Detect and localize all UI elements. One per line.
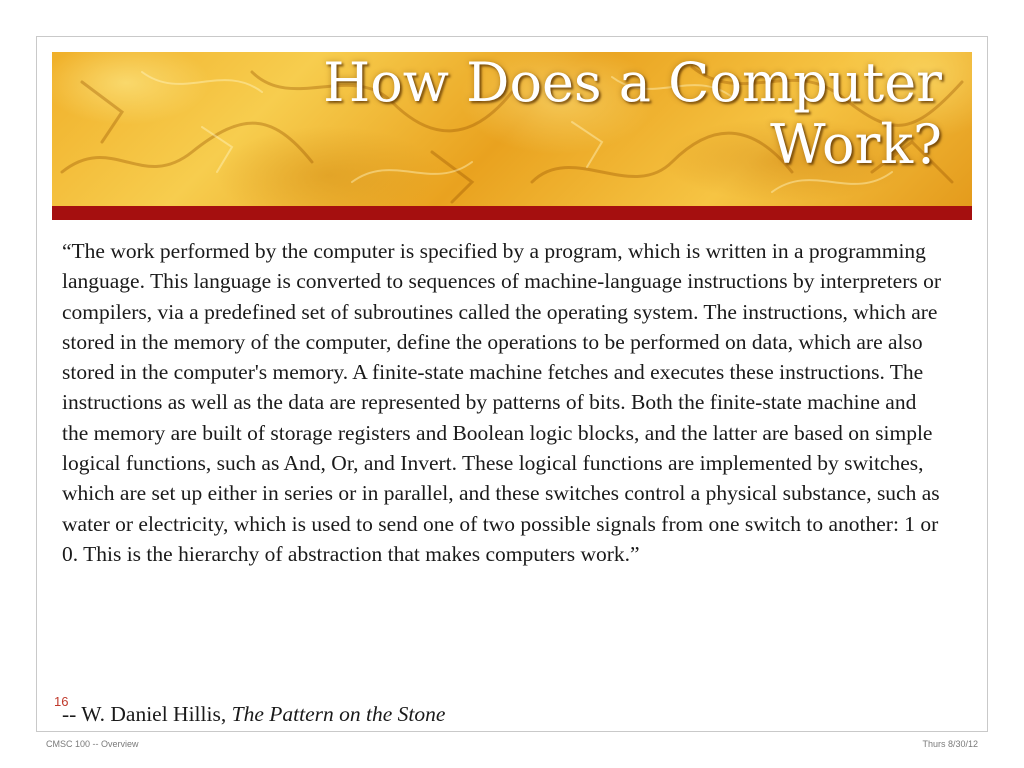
quote-text: “The work performed by the computer is specified by a program, which is written in a programming language. This language is converted to sequences of machine-language instructions by interpreters or compilers, via a predefined set of subroutines called the operating system. The instructions, which are stored in the memory of the computer, define the operations to be performed on data, which are also stored in the computer's memory. A finite-state machine fetches and executes these instructions. The instructions as well as the data are represented by patterns of bits. Both the finite-state machine and the memory are built of storage registers and Boolean logic blocks, and the latter are based on simple logical functions, such as And, Or, and Invert. These logical functions are implemented by switches, which are set up either in series or in parallel, and these switches control a physical substance, such as water or electricity, which is used to send one of two possible signals from one switch to another: 1 or 0. This is the hierarchy of abstraction that makes computers work.” [62,239,942,566]
footer-date: Thurs 8/30/12 [922,739,978,749]
title-accent-bar [52,206,972,220]
footer-course-label: CMSC 100 -- Overview [46,739,139,749]
attribution-book-title: The Pattern on the Stone [231,702,446,726]
attribution-author: -- W. Daniel Hillis, [62,702,232,726]
title-banner [52,52,972,206]
slide-number: 16 [54,694,69,709]
slide-title [323,52,942,176]
slide-title-line1: How Does a Computer [323,52,942,114]
quote-attribution [62,699,445,729]
slide-title-line2: Work? [770,113,942,176]
